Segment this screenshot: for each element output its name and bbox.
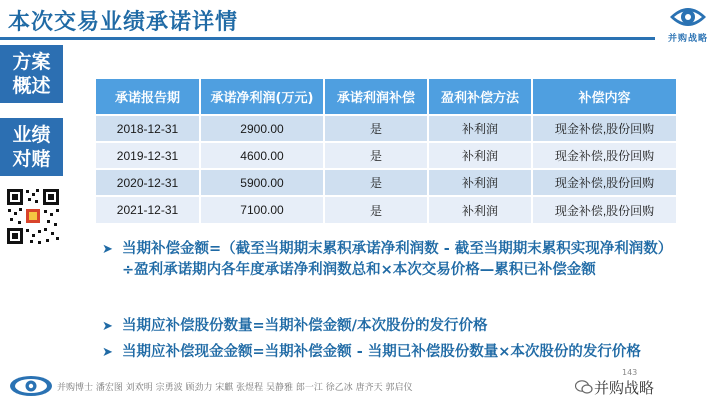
bullet-text: 当期应补偿股份数量=当期补偿金额/本次股份的发行价格 [122,318,488,334]
table-cell: 4600.00 [200,142,324,169]
sidebar-item-overview[interactable] [0,45,63,103]
table-cell: 2020-12-31 [96,169,200,196]
table-cell: 是 [324,169,428,196]
wechat-icon [575,379,593,398]
footer-credits: 并购博士 潘宏图 刘欢明 宗勇波 顾劲力 宋麒 张煜程 吴静雅 郎一江 徐乙冰 唐齐天 郭启仪 [57,383,413,393]
sidebar-item-label: 方案 [12,51,51,73]
table-cell: 补利润 [428,142,532,169]
bullet-text: 当期补偿金额=（截至当期期末累积承诺净利润数 - 截至当期期末累积实现净利润数）÷盈利承诺期内各年度承诺净利润数总和×本次交易价格—累积已补偿金额 [122,241,673,278]
column-header: 补偿内容 [532,79,676,115]
list-item [100,239,680,315]
brand-logo [662,3,714,45]
bullet-text: 当期应补偿现金金额=当期补偿金额 - 当期已补偿股份数量×本次股份的发行价格 [122,344,641,360]
table-cell: 2018-12-31 [96,115,200,142]
table-cell: 2900.00 [200,115,324,142]
footer-eye-icon [8,374,54,398]
sidebar-item-label: 对赌 [12,148,51,170]
qr-code-icon [2,185,64,249]
column-header: 盈利补偿方法 [428,79,532,115]
table-row [96,196,676,223]
list-item [100,342,680,384]
column-header: 承诺报告期 [96,79,200,115]
table-row [96,115,676,142]
sidebar-item-label: 业绩 [12,124,51,146]
sidebar-item-label: 概述 [12,75,51,97]
eye-logo-icon [668,3,708,31]
table-row [96,142,676,169]
page-number: 143 [622,368,638,377]
table-cell: 现金补偿,股份回购 [532,142,676,169]
table-row [96,169,676,196]
wechat-account-label: 并购战略 [594,379,655,397]
table-header-row [96,79,676,115]
table-cell: 现金补偿,股份回购 [532,169,676,196]
arrow-bullet-icon: ➤ [102,242,113,257]
header-divider [0,37,655,40]
table-cell: 现金补偿,股份回购 [532,196,676,223]
page-title: 本次交易业绩承诺详情 [8,10,239,35]
list-item [100,316,680,340]
table-cell: 是 [324,196,428,223]
footer-logo [8,374,54,402]
table-cell: 是 [324,142,428,169]
logo-text: 并购战略 [667,34,708,44]
arrow-bullet-icon: ➤ [102,319,113,334]
qr-code [2,185,64,249]
arrow-bullet-icon: ➤ [102,345,113,360]
table-cell: 补利润 [428,169,532,196]
table-cell: 2019-12-31 [96,142,200,169]
table-cell: 是 [324,115,428,142]
table-cell: 补利润 [428,115,532,142]
table-cell: 补利润 [428,196,532,223]
sidebar-item-performance-bet[interactable] [0,118,63,176]
column-header: 承诺净利润(万元) [200,79,324,115]
column-header: 承诺利润补偿 [324,79,428,115]
table-cell: 现金补偿,股份回购 [532,115,676,142]
table-cell: 7100.00 [200,196,324,223]
commitment-table [96,79,676,223]
table-cell: 5900.00 [200,169,324,196]
formula-list [100,239,680,384]
table-cell: 2021-12-31 [96,196,200,223]
header [0,0,720,42]
